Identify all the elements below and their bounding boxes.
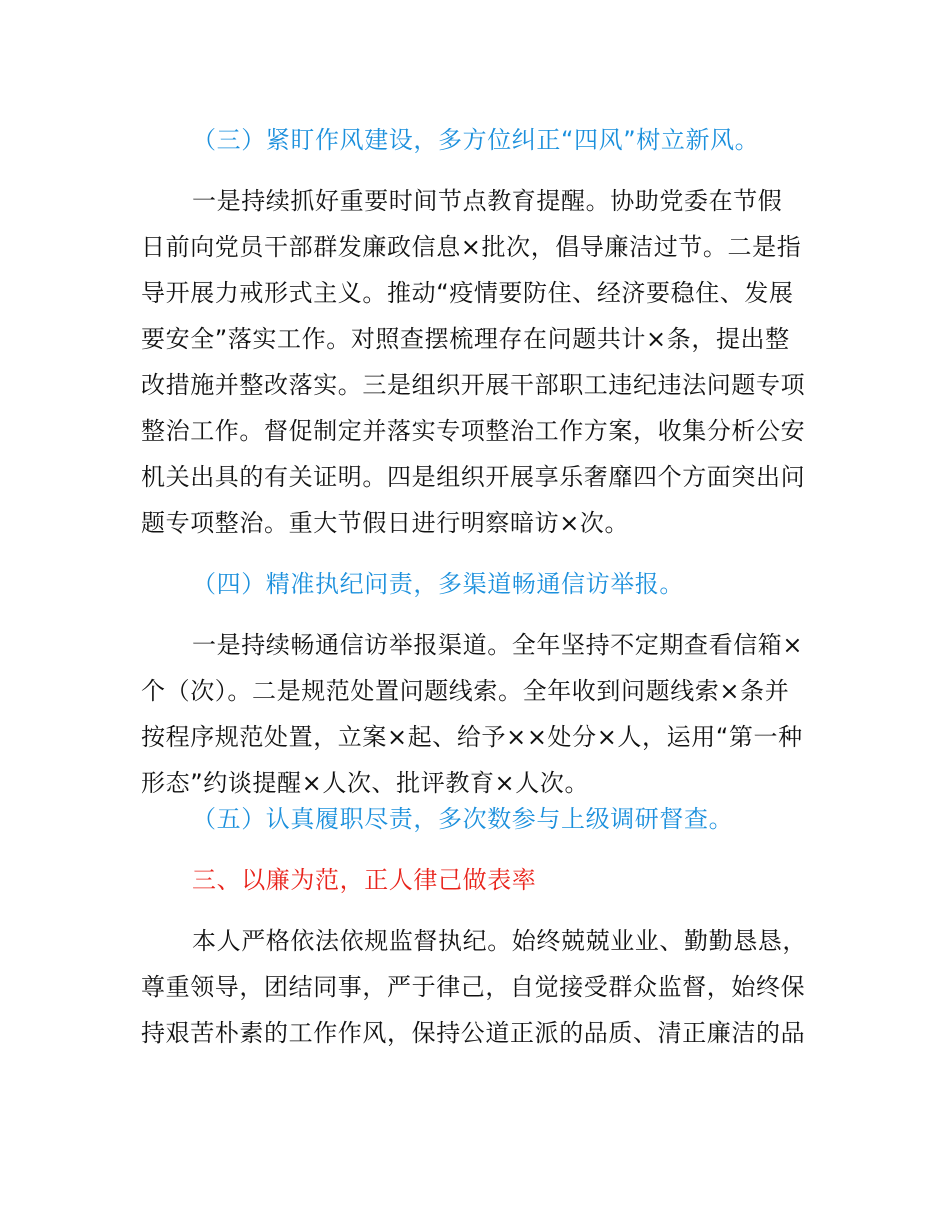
paragraph-line [0, 671, 950, 711]
paragraph-text: 一是持续畅通信访举报渠道。全年坚持不定期查看信箱× [192, 631, 804, 659]
paragraph-text: 形态”约谈提醒×人次、批评教育×人次。 [141, 769, 590, 797]
section-heading-4 [0, 564, 950, 604]
paragraph-line [0, 365, 950, 405]
paragraph-text: 题专项整治。重大节假日进行明察暗访×次。 [141, 509, 630, 537]
paragraph-line [0, 181, 950, 221]
paragraph-text: 导开展力戒形式主义。推动“疫情要防住、经济要稳住、发展 [141, 279, 794, 307]
paragraph-text: 要安全”落实工作。对照查摆梳理存在问题共计×条，提出整 [141, 325, 790, 353]
paragraph-line [0, 921, 950, 961]
chapter-heading-3 [0, 860, 950, 900]
paragraph-line [0, 503, 950, 543]
paragraph-text: 按程序规范处置，立案×起、给予××处分×人，运用“第一种 [141, 723, 803, 751]
section-heading-text: （四）精准执纪问责，多渠道畅通信访举报。 [192, 570, 684, 598]
paragraph-line [0, 625, 950, 665]
paragraph-text: 尊重领导，团结同事，严于律己，自觉接受群众监督，始终保 [141, 973, 806, 1001]
paragraph-text: 一是持续抓好重要时间节点教育提醒。协助党委在节假 [192, 187, 783, 215]
paragraph-text: 机关出具的有关证明。四是组织开展享乐奢靡四个方面突出问 [141, 463, 806, 491]
paragraph-text: 本人严格依法依规监督执纪。始终兢兢业业、勤勤恳恳， [192, 927, 807, 955]
paragraph-line [0, 227, 950, 267]
section-heading-text: （三）紧盯作风建设，多方位纠正“四风”树立新风。 [192, 126, 760, 154]
paragraph-text: 改措施并整改落实。三是组织开展干部职工违纪违法问题专项 [141, 371, 806, 399]
paragraph-text: 日前向党员干部群发廉政信息×批次，倡导廉洁过节。二是指 [141, 233, 802, 261]
chapter-heading-text: 三、以廉为范，正人律己做表率 [192, 866, 537, 894]
paragraph-line [0, 273, 950, 313]
paragraph-line [0, 763, 950, 803]
paragraph-line [0, 717, 950, 757]
section-heading-5 [0, 799, 950, 839]
paragraph-line [0, 457, 950, 497]
paragraph-text: 持艰苦朴素的工作作风，保持公道正派的品质、清正廉洁的品 [141, 1019, 806, 1047]
paragraph-line [0, 411, 950, 451]
paragraph-line [0, 967, 950, 1007]
paragraph-line [0, 319, 950, 359]
paragraph-line [0, 1013, 950, 1053]
paragraph-text: 整治工作。督促制定并落实专项整治工作方案，收集分析公安 [141, 417, 806, 445]
section-heading-3 [0, 120, 950, 160]
section-heading-text: （五）认真履职尽责，多次数参与上级调研督查。 [192, 805, 734, 833]
paragraph-text: 个（次）。二是规范处置问题线索。全年收到问题线索×条并 [141, 677, 790, 705]
